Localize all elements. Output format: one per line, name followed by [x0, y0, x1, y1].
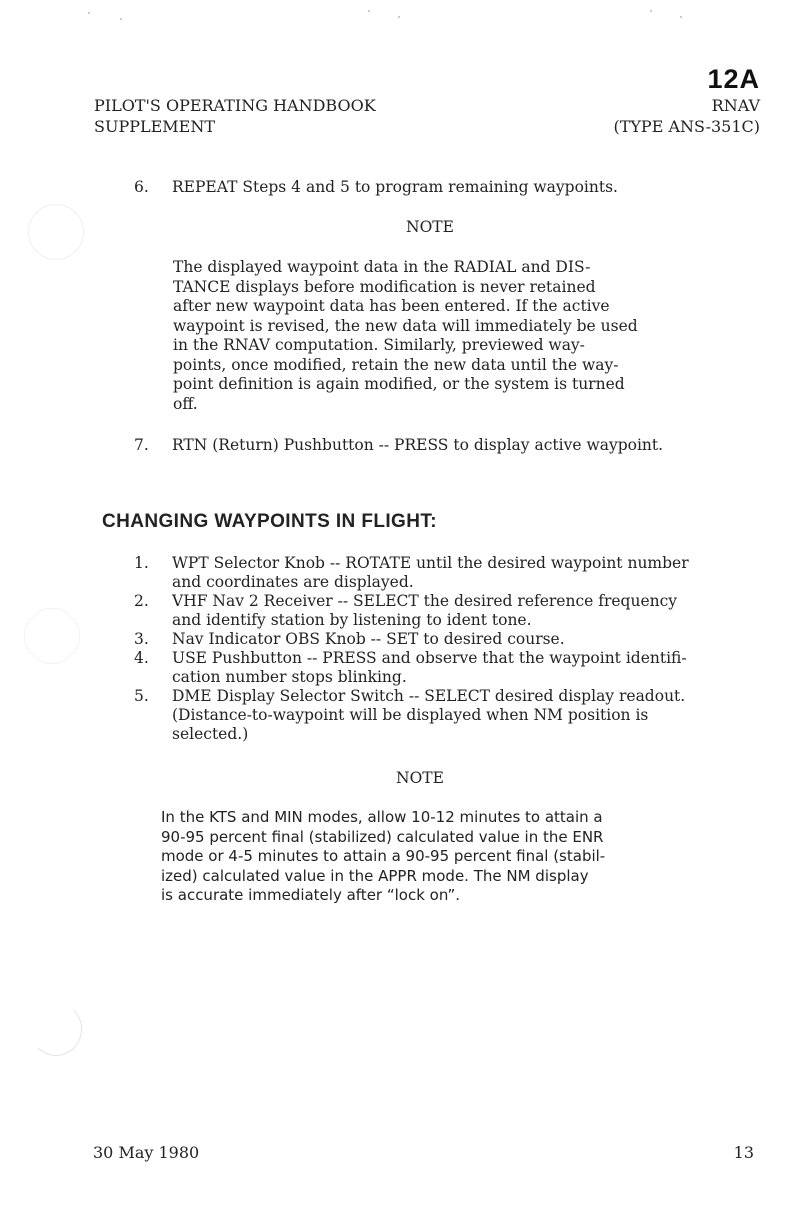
scan-speck [398, 16, 400, 18]
note-line: in the RNAV computation. Similarly, previewed way- [173, 336, 585, 354]
note-body [161, 808, 605, 906]
step-number: 3. [134, 630, 149, 648]
footer-date: 30 May 1980 [93, 1143, 200, 1162]
step-number: 2. [134, 592, 149, 610]
supplement-type: (TYPE ANS-351C) [613, 117, 760, 136]
handbook-title: PILOT'S OPERATING HANDBOOK [94, 96, 376, 115]
step-number: 7. [134, 436, 149, 454]
changing-steps [134, 554, 774, 744]
note-line: is accurate immediately after “lock on”. [161, 886, 461, 904]
binder-hole-bottom [30, 1002, 82, 1056]
note-line: 90-95 percent final (stabilized) calculated value in the ENR [161, 827, 604, 846]
note-line: point definition is again modified, or the system is turned [173, 375, 625, 393]
note-line: off. [173, 394, 198, 413]
note-line: waypoint is revised, the new data will immediately be used [173, 316, 638, 335]
scan-speck [88, 12, 90, 14]
step-line: Nav Indicator OBS Knob -- SET to desired course. [172, 630, 565, 648]
page-number: 13 [733, 1143, 754, 1162]
note-body [173, 258, 638, 414]
scan-speck [680, 16, 682, 18]
note-line: TANCE displays before modification is never retained [173, 277, 596, 296]
step-line: cation number stops blinking. [172, 668, 407, 686]
list-item [134, 649, 774, 687]
note-line: mode or 4-5 minutes to attain a 90-95 percent final (stabil- [161, 847, 606, 865]
list-item [134, 592, 774, 630]
scan-speck [650, 10, 652, 12]
step-line: USE Pushbutton -- PRESS and observe that the waypoint identifi- [172, 649, 687, 667]
list-item [134, 554, 774, 592]
step-line: WPT Selector Knob -- ROTATE until the desired waypoint number [172, 554, 689, 572]
step-line: VHF Nav 2 Receiver -- SELECT the desired reference frequency [172, 592, 678, 610]
binder-hole-top [28, 204, 84, 260]
step-number: 4. [134, 649, 149, 667]
section-heading: CHANGING WAYPOINTS IN FLIGHT: [102, 511, 437, 532]
note-line: In the KTS and MIN modes, allow 10-12 minutes to attain a [161, 808, 603, 826]
scan-speck [120, 18, 122, 20]
binder-hole-middle [24, 608, 80, 664]
note-line: after new waypoint data has been entered. If the active [173, 297, 610, 315]
step-number: 6. [134, 178, 149, 196]
supplement-name: RNAV [711, 96, 760, 115]
step-number: 5. [134, 687, 149, 705]
note-line: The displayed waypoint data in the RADIAL and DIS- [173, 258, 591, 276]
step-line: and identify station by listening to ident tone. [172, 611, 532, 629]
section-number: 12A [707, 64, 760, 94]
step-number: 1. [134, 554, 149, 572]
scan-speck [368, 10, 370, 12]
step-line: DME Display Selector Switch -- SELECT desired display readout. [172, 687, 686, 705]
list-item [134, 630, 774, 649]
note-heading: NOTE [396, 769, 444, 787]
step-line: and coordinates are displayed. [172, 573, 414, 591]
note-heading: NOTE [406, 218, 454, 236]
handbook-subtitle: SUPPLEMENT [94, 117, 216, 136]
step-text: RTN (Return) Pushbutton -- PRESS to display active waypoint. [172, 436, 664, 454]
step-line: selected.) [172, 725, 249, 743]
list-item [134, 687, 774, 744]
step-text: REPEAT Steps 4 and 5 to program remaining waypoints. [172, 178, 618, 196]
step-line: (Distance-to-waypoint will be displayed when NM position is [172, 706, 649, 724]
note-line: points, once modified, retain the new data until the way- [173, 355, 619, 374]
note-line: ized) calculated value in the APPR mode. The NM display [161, 866, 589, 885]
